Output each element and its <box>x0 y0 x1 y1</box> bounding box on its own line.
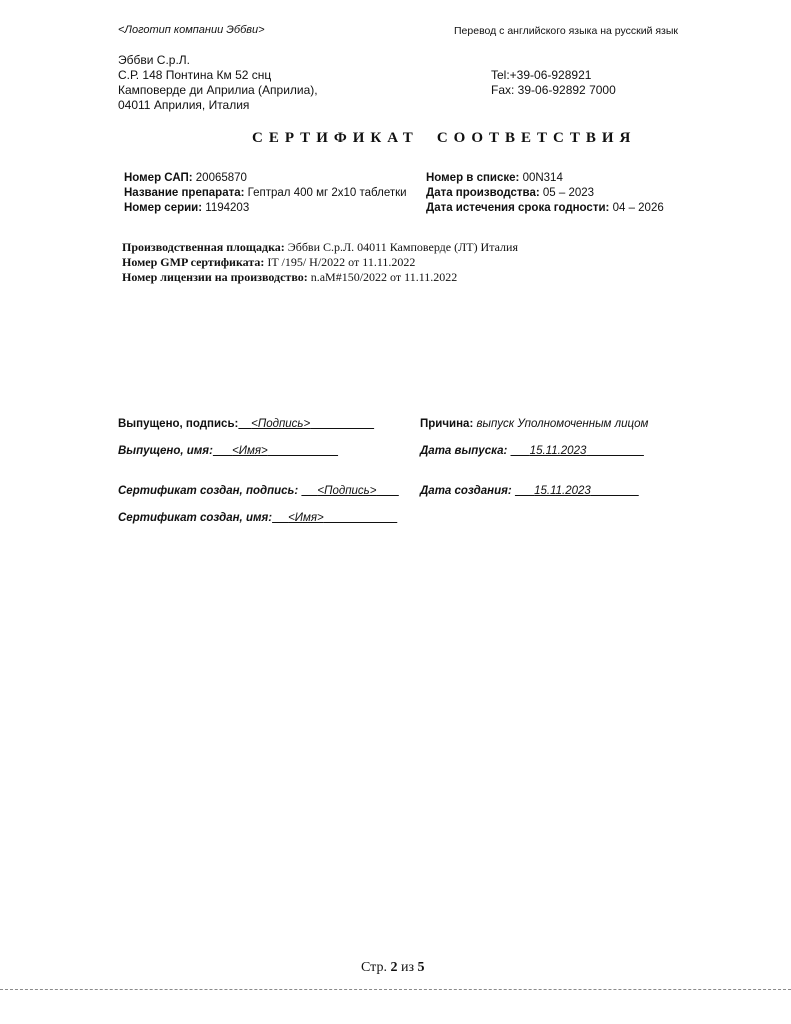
product-info-right <box>426 171 664 216</box>
translation-note: Перевод с английского языка на русский язык <box>454 25 679 37</box>
created-name-row <box>118 512 397 524</box>
batch-label: Номер серии: <box>124 202 203 214</box>
created-name-value: <Имя> <box>288 512 324 524</box>
created-date-row <box>420 485 639 497</box>
reason-label: Причина: <box>420 418 474 430</box>
product-name-label: Название препарата: <box>124 187 245 199</box>
created-signature-label: Сертификат создан, подпись: <box>118 485 299 497</box>
created-date-value: 15.11.2023 <box>534 485 591 497</box>
created-date-label: Дата создания: <box>420 485 512 497</box>
title-word-1: СЕРТИФИКАТ <box>252 130 419 146</box>
company-address <box>118 53 318 113</box>
list-number-row <box>426 171 664 186</box>
site-value: Эббви С.р.Л. 04011 Камповерде (ЛТ) Италия <box>287 240 518 254</box>
product-info-left <box>124 171 407 216</box>
page-divider <box>0 989 791 990</box>
company-address-line: Камповерде ди Априлиа (Априлиа), <box>118 83 318 97</box>
site-info <box>122 240 518 285</box>
reason-value: выпуск Уполномоченным лицом <box>476 418 649 430</box>
gmp-value: IT /195/ H/2022 от 11.11.2022 <box>267 255 416 269</box>
created-signature-row <box>118 485 399 497</box>
gmp-row <box>122 255 518 270</box>
sap-label: Номер САП: <box>124 172 193 184</box>
released-signature-value: <Подпись> <box>251 418 311 430</box>
product-name-value: Гептрал 400 мг 2х10 таблетки <box>247 187 407 199</box>
batch-row <box>124 201 407 216</box>
gmp-label: Номер GMP сертификата: <box>122 255 265 269</box>
released-name-label: Выпущено, имя: <box>118 445 213 457</box>
expiry-date-value: 04 – 2026 <box>612 202 664 214</box>
product-name-row <box>124 186 407 201</box>
list-value: 00N314 <box>522 172 563 184</box>
page-prefix: Стр. <box>361 960 387 975</box>
released-signature-label: Выпущено, подпись: <box>118 418 239 430</box>
page-number <box>361 960 424 976</box>
page-total: 5 <box>417 960 425 975</box>
created-signature-value: <Подпись> <box>317 485 377 497</box>
title-word-2: СООТВЕТСТВИЯ <box>436 130 637 146</box>
license-row <box>122 270 518 285</box>
sap-value: 20065870 <box>195 172 247 184</box>
company-fax: Fax: 39-06-92892 7000 <box>491 83 616 97</box>
release-date-row <box>420 445 644 457</box>
license-value: n.aM#150/2022 от 11.11.2022 <box>310 270 458 284</box>
site-row <box>122 240 518 255</box>
company-contacts <box>491 68 616 98</box>
logo-placeholder: <Логотип компании Эббви> <box>118 24 265 36</box>
release-date-value: 15.11.2023 <box>529 445 587 457</box>
company-address-line: С.Р. 148 Понтина Км 52 снц <box>118 68 272 82</box>
company-address-line: 04011 Априлия, Италия <box>118 98 250 112</box>
created-name-label: Сертификат создан, имя: <box>118 512 273 524</box>
page-of: из <box>400 960 414 975</box>
company-name: Эббви С.р.Л. <box>118 53 190 67</box>
sap-number-row <box>124 171 407 186</box>
production-date-row <box>426 186 664 201</box>
company-tel: Tel:+39-06-928921 <box>491 68 592 82</box>
release-date-label: Дата выпуска: <box>420 445 508 457</box>
document-title <box>252 130 636 147</box>
released-name-value: <Имя> <box>232 445 268 457</box>
license-label: Номер лицензии на производство: <box>122 270 308 284</box>
list-label: Номер в списке: <box>426 172 520 184</box>
released-name-row <box>118 445 338 457</box>
page-current: 2 <box>390 960 398 975</box>
expiry-date-row <box>426 201 664 216</box>
expiry-date-label: Дата истечения срока годности: <box>426 202 610 214</box>
batch-value: 1194203 <box>205 202 250 214</box>
released-signature-row <box>118 418 374 430</box>
production-date-value: 05 – 2023 <box>542 187 595 199</box>
reason-row <box>420 418 648 430</box>
site-label: Производственная площадка: <box>122 240 285 254</box>
production-date-label: Дата производства: <box>426 187 540 199</box>
